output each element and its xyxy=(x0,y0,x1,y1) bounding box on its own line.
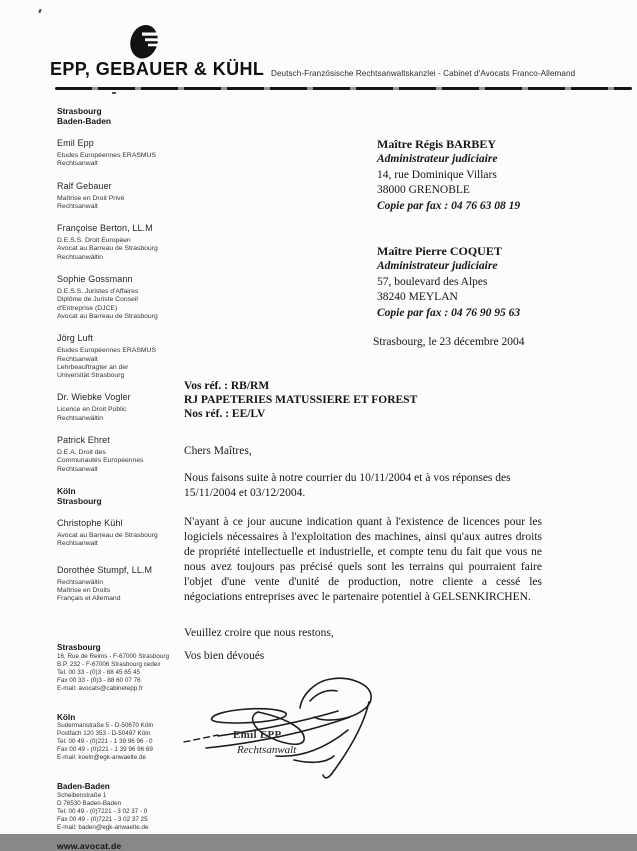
recipient-block xyxy=(377,137,520,214)
office-baden-baden: Baden-Baden Scheibenstraße 1 D 76530 Baden-Baden Tel. 00 49 - (0)7221 - 3 02 37 - 0 Fax 00 49 - (0)7221 - 3 02 37 25 E-mail: baden@egk-anwaelte.de xyxy=(57,782,149,831)
body-paragraph-2: N'ayant à ce jour aucune indication quant à l'existence de licences pour les logiciels nécessaires à l'exploitation des machines, ainsi qu'aux autres droits de propriété intellectuelle et industrielle, et compte tenu du fait que vous ne nous avez toujours pas précisé quels sont les terrains qui pourraient faire l'objet d'une vente d'unité de production, notre cliente a cessé les négociations entreprises avec le partenaire potentiel à GELSENKIRCHEN. xyxy=(184,516,542,603)
lawyer-entry: Dorothée Stumpf, LL.M Rechtsanwältin Maîtrise en Droits Français et Allemand xyxy=(57,565,197,604)
lawyer-name: Dorothée Stumpf, LL.M xyxy=(57,564,153,575)
closing-line-1: Veuillez croire que nous restons, xyxy=(184,627,334,639)
recipient-title: Administrateur judiciaire xyxy=(377,153,498,166)
lawyer-entry: Christophe Kühl Avocat au Barreau de Strasbourg Rechtsanwalt xyxy=(57,518,197,549)
lawyer-entry: Dr. Wiebke Vogler Licence en Droit Public Rechtsanwältin xyxy=(57,392,197,423)
scan-artifact xyxy=(38,9,41,13)
body-paragraph-1: Nous faisons suite à notre courrier du 10/11/2004 et à vos réponses des 15/11/2004 et 03/12/2004. xyxy=(184,472,511,499)
sidebar-locations-top: Strasbourg Baden-Baden xyxy=(57,106,111,126)
lawyer-name: Ralf Gebauer xyxy=(57,180,112,191)
lawyer-entry: Patrick Ehret D.E.A. Droit des Communautés Européennes Rechtsanwalt xyxy=(57,435,197,474)
lawyer-name: Sophie Gossmann xyxy=(57,274,133,285)
office-strasbourg: Strasbourg 16, Rue de Reims - F-67000 Strasbourg B.P. 232 - F-67006 Strasbourg cedex Tel. 00 33 - (0)3 - 88 45 65 45 Fax 00 33 - (0)3 - 88 60 07 76 E-mail: avocats@cabinetepp.fr xyxy=(57,643,170,692)
reference-block xyxy=(184,379,417,421)
firm-name: EPP, GEBAUER & KÜHL xyxy=(50,59,265,79)
lawyer-name: Patrick Ehret xyxy=(57,435,110,446)
lawyer-entry: Emil Epp Etudes Européennes ERASMUS Rechtsanwalt xyxy=(57,138,197,169)
lawyer-name: Jörg Luft xyxy=(57,333,93,344)
recipient-street: 57, boulevard des Alpes xyxy=(377,275,488,288)
sidebar-locations-mid: Köln Strasbourg xyxy=(57,485,102,506)
your-ref: Vos réf. : RB/RM xyxy=(184,380,270,392)
closing-line-2: Vos bien dévoués xyxy=(184,650,265,662)
signer-title: Rechtsanwalt xyxy=(237,744,297,756)
lawyer-name: Emil Epp xyxy=(57,138,94,148)
lawyer-name: Christophe Kühl xyxy=(57,517,123,528)
lawyer-name: Françoise Berton, LL.M xyxy=(57,223,153,234)
signer-name: Emil EPP xyxy=(233,729,282,741)
dateline: Strasbourg, le 23 décembre 2004 xyxy=(373,336,525,348)
recipient-fax: Copie par fax : 04 76 90 95 63 xyxy=(377,306,521,319)
firm-website: www.avocat.de xyxy=(57,840,122,851)
handwritten-signature xyxy=(176,660,386,793)
lawyer-entry: Jörg Luft Etudes Européennes ERASMUS Rechtsanwalt Lehrbeauftragter an der Universität Strasbourg xyxy=(57,333,197,380)
recipient-block xyxy=(377,244,520,321)
recipient-name: Maître Régis BARBEY xyxy=(377,137,497,151)
recipient-street: 14, rue Dominique Villars xyxy=(377,168,497,181)
lawyer-entry: Ralf Gebauer Maîtrise en Droit Privé Rechtsanwalt xyxy=(57,181,197,212)
office-koeln: Köln Sudermanstraße 5 - D-50670 Köln Postfach 120 353 - D-50497 Köln Tel. 00 49 - (0)221 - 1 39 96 96 - 0 Fax 00 49 - (0)221 - 1 39 96 96 69 E-mail: koeln@egk-anwaelte.de xyxy=(57,712,154,762)
lawyer-name: Dr. Wiebke Vogler xyxy=(57,392,131,403)
lawyer-entry: Françoise Berton, LL.M D.E.S.S. Droit Européen Avocat au Barreau de Strasbourg Rechtsanwältin xyxy=(57,223,197,262)
our-ref: Nos réf. : EE/LV xyxy=(184,408,266,420)
recipient-title: Administrateur judiciaire xyxy=(377,260,498,273)
scan-artifact xyxy=(112,92,116,94)
salutation: Chers Maîtres, xyxy=(184,445,252,457)
recipient-fax: Copie par fax : 04 76 63 08 19 xyxy=(377,199,521,212)
header-divider xyxy=(55,87,632,90)
firm-tagline: Deutsch-Französische Rechtsanwaltskanzlei - Cabinet d'Avocats Franco-Allemand xyxy=(271,69,576,78)
recipient-name: Maître Pierre COQUET xyxy=(377,244,502,258)
lawyer-entry: Sophie Gossmann D.E.S.S. Juristes d'Affaires Diplôme de Juriste Conseil d'Entreprise (DJCE) Avocat au Barreau de Strasbourg xyxy=(57,274,197,321)
recipient-city: 38240 MEYLAN xyxy=(377,291,458,304)
case-ref: RJ PAPETERIES MATUSSIERE ET FOREST xyxy=(184,394,418,406)
recipient-city: 38000 GRENOBLE xyxy=(377,184,470,197)
